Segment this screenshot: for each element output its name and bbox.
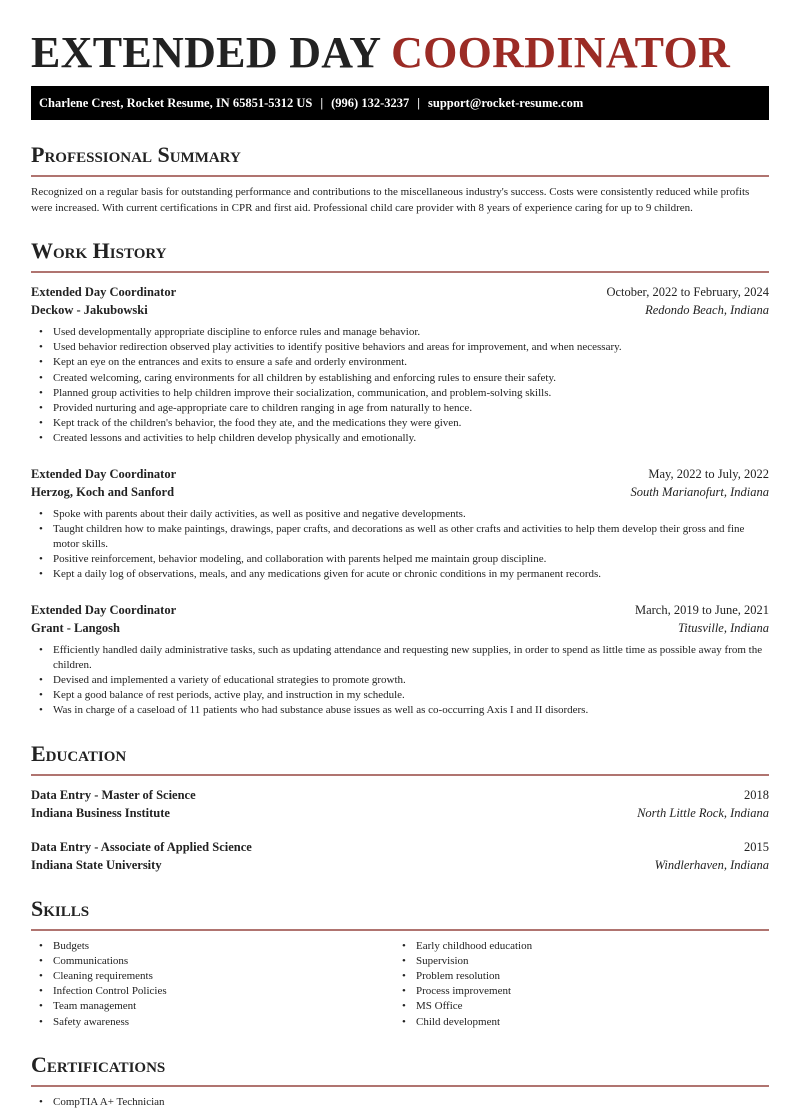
company: Grant - Langosh xyxy=(31,620,120,635)
skills-right xyxy=(394,939,757,1030)
job-title: Extended Day Coordinator xyxy=(31,466,177,481)
contact-address: Charlene Crest, Rocket Resume, IN 65851-5312 US xyxy=(39,96,313,110)
list-item: • Process improvement xyxy=(394,984,757,999)
contact-bar xyxy=(31,86,769,120)
divider xyxy=(31,1085,769,1087)
list-item: • Used behavior redirection observed play activities to identify positive behaviors and areas for improvement, and when necessary. xyxy=(31,340,769,355)
job-dates: May, 2022 to July, 2022 xyxy=(648,466,769,481)
list-item: • Kept track of the children's behavior, the food they ate, and the medications they were given. xyxy=(31,416,769,431)
education-heading: Education xyxy=(31,740,127,766)
education-list xyxy=(31,786,769,874)
job-bullets xyxy=(31,507,769,583)
page-title xyxy=(31,28,769,78)
job-dates: October, 2022 to February, 2024 xyxy=(606,285,769,299)
skills-list xyxy=(31,939,769,1030)
list-item: • Supervision xyxy=(394,954,757,969)
list-item: • Devised and implemented a variety of educational strategies to promote growth. xyxy=(31,673,769,688)
list-item: • Positive reinforcement, behavior modeling, and collaboration with parents helped me maintain group discipline. xyxy=(31,552,769,567)
divider xyxy=(31,175,769,177)
list-item: • Early childhood education xyxy=(394,939,757,954)
degree: Data Entry - Master of Science xyxy=(31,787,196,802)
list-item: • Team management xyxy=(31,999,394,1014)
title-part1: EXTENDED DAY xyxy=(31,28,380,77)
separator: | xyxy=(417,96,421,110)
degree: Data Entry - Associate of Applied Science xyxy=(31,839,252,854)
list-item: • Kept a daily log of observations, meals, and any medications given for acute or chronic conditions in my permanent records. xyxy=(31,567,769,582)
year: 2015 xyxy=(744,839,769,854)
job-bullets xyxy=(31,643,769,719)
job-entry xyxy=(31,283,769,447)
list-item: • Created welcoming, caring environments for all children by establishing and enforcing rules to ensure their safety. xyxy=(31,371,769,386)
work-history-list xyxy=(31,283,769,719)
divider xyxy=(31,774,769,776)
job-entry xyxy=(31,601,769,719)
list-item: • Problem resolution xyxy=(394,969,757,984)
divider xyxy=(31,271,769,273)
school-location: North Little Rock, Indiana xyxy=(637,805,769,820)
list-item: • Spoke with parents about their daily activities, as well as positive and negative developments. xyxy=(31,507,769,522)
school-location: Windlerhaven, Indiana xyxy=(654,857,769,872)
list-item: • Safety awareness xyxy=(31,1015,394,1030)
list-item: • Kept a good balance of rest periods, active play, and instruction in my schedule. xyxy=(31,688,769,703)
skills-heading: Skills xyxy=(31,895,90,921)
list-item: • Communications xyxy=(31,954,394,969)
list-item: • Budgets xyxy=(31,939,394,954)
divider xyxy=(31,929,769,931)
job-dates: March, 2019 to June, 2021 xyxy=(634,602,769,617)
title-part2: COORDINATOR xyxy=(391,28,731,77)
job-bullets xyxy=(31,325,769,447)
list-item: • Efficiently handled daily administrative tasks, such as updating attendance and requesting new supplies, in order to spend as little time as possible away from the children. xyxy=(31,643,769,673)
job-title: Extended Day Coordinator xyxy=(31,602,177,617)
job-location: Titusville, Indiana xyxy=(678,620,769,635)
list-item: • Planned group activities to help children improve their socialization, communication, and problem-solving skills. xyxy=(31,386,769,401)
resume-page xyxy=(0,28,800,1110)
school: Indiana State University xyxy=(31,857,162,872)
summary-heading: Professional Summary xyxy=(31,142,241,167)
company: Herzog, Koch and Sanford xyxy=(31,484,175,499)
list-item: • Created lessons and activities to help children develop physically and emotionally. xyxy=(31,431,769,446)
job-title: Extended Day Coordinator xyxy=(31,285,177,299)
education-entry xyxy=(31,786,769,822)
list-item: • CompTIA A+ Technician xyxy=(31,1095,769,1110)
separator: | xyxy=(320,96,324,110)
company: Deckow - Jakubowski xyxy=(31,303,148,317)
list-item: • Kept an eye on the entrances and exits to ensure a safe and orderly environment. xyxy=(31,355,769,370)
work-history-heading: Work History xyxy=(31,238,167,263)
list-item: • Was in charge of a caseload of 11 patients who had substance abuse issues as well as co-occurring Axis I and II disorders. xyxy=(31,703,769,718)
skills-left xyxy=(31,939,394,1030)
certifications-list xyxy=(31,1095,769,1110)
job-location: South Marianofurt, Indiana xyxy=(630,484,769,499)
list-item: • Used developmentally appropriate discipline to enforce rules and manage behavior. xyxy=(31,325,769,340)
job-entry xyxy=(31,465,769,583)
list-item: • Taught children how to make paintings, drawings, paper crafts, and decorations as well as other crafts and activities to help them develop their gross and fine motor skills. xyxy=(31,522,769,552)
summary-text: Recognized on a regular basis for outstanding performance and contributions to the miscellaneous industry's success. Costs were consistently reduced while profits were increased. With current certifications in CPR and first aid. Professional child care provider with 8 years of experience caring for up to 9 children. xyxy=(31,186,750,214)
contact-email: support@rocket-resume.com xyxy=(428,96,584,110)
contact-phone: (996) 132-3237 xyxy=(331,96,410,110)
job-location: Redondo Beach, Indiana xyxy=(645,303,769,317)
education-entry xyxy=(31,838,769,874)
list-item: • Child development xyxy=(394,1015,757,1030)
list-item: • Infection Control Policies xyxy=(31,984,394,999)
year: 2018 xyxy=(744,787,769,802)
list-item: • MS Office xyxy=(394,999,757,1014)
list-item: • Cleaning requirements xyxy=(31,969,394,984)
school: Indiana Business Institute xyxy=(31,805,170,820)
list-item: • Provided nurturing and age-appropriate care to children ranging in age from naturally to hence. xyxy=(31,401,769,416)
certifications-heading: Certifications xyxy=(31,1051,166,1077)
